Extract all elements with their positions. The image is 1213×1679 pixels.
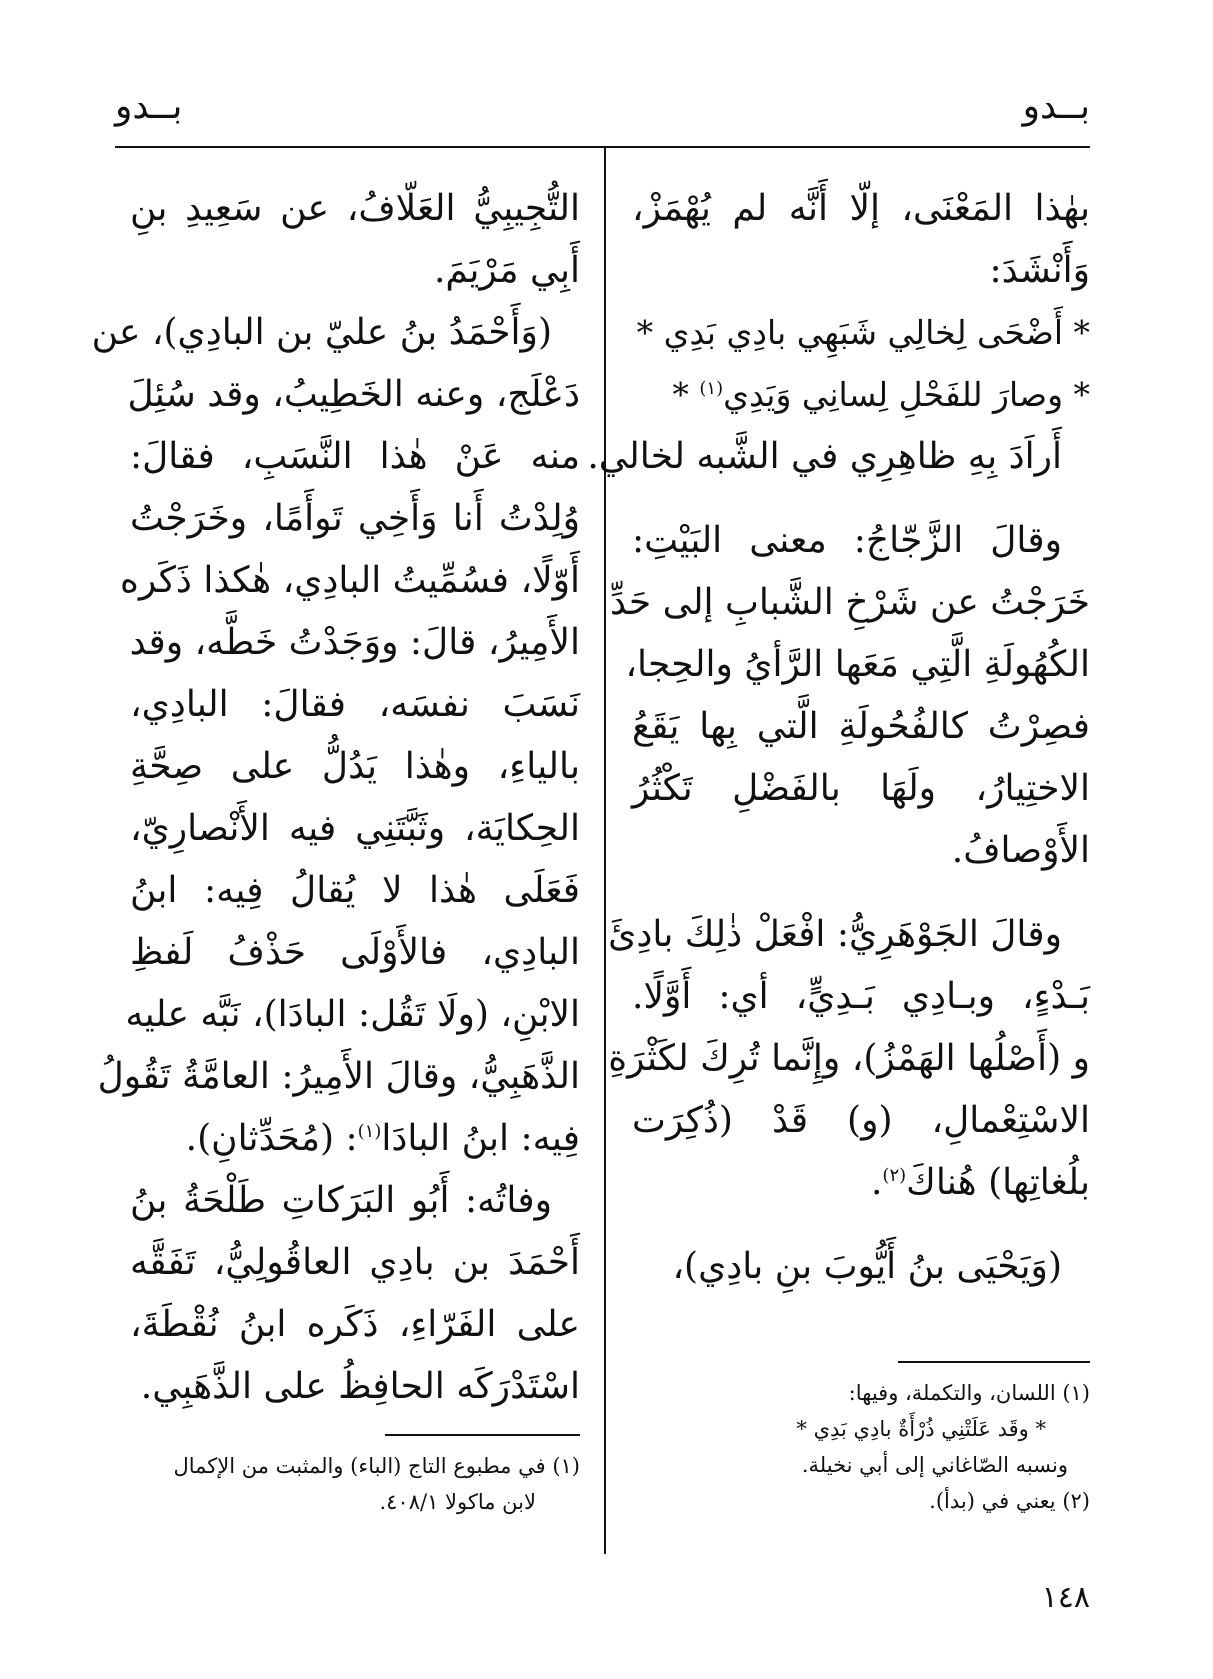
footnotes-right: [632, 1375, 1090, 1519]
text-line: نَسَبَ نفسَه، فقالَ: البادِي،: [130, 684, 580, 725]
running-header: [115, 82, 1090, 138]
text-line: (وَأَحْمَدُ بنُ عليّ بن البادِي)، عن: [91, 312, 552, 353]
right-column: [587, 178, 1090, 1298]
footnote-verse: * وقَد عَلَتْنِي ذُرْأَةٌ بادِي بَدِي *: [796, 1417, 1046, 1441]
footnote-marker: (١): [699, 378, 724, 399]
text-line: الذَّهَبِيُّ، وقالَ الأَمِيرُ: العامَّةُ تَقُولُ: [97, 1056, 580, 1097]
verse-text: * وصارَ للفَحْلِ لِسانِي وَيَدِي: [723, 375, 1090, 414]
text-line: التُّجِيبِيُّ العَلّافُ، عن سَعِيدِ بنِ: [130, 188, 580, 229]
text-line: بالياءِ، وهٰذا يَدُلُّ على صِحَّةِ: [130, 746, 580, 787]
footnote-line: لابن ماكولا ٤٠٨/١.: [379, 1490, 536, 1514]
verse-text: * أَضْحَى لِخالِي شَبَهِي بادِي بَدِي *: [636, 313, 1090, 352]
text-line: الاسْتِعْمالِ، (و) قَدْ (ذُكِرَت: [632, 1100, 1090, 1141]
text-line: و (أَصْلُها الهَمْزُ)، وإِنَّما تُرِكَ لكَثْرَةِ: [608, 1038, 1090, 1079]
text-line: [632, 1152, 1090, 1214]
text-line: وفاتُه: أَبُو البَرَكاتِ طَلْحَةُ بنُ: [130, 1180, 552, 1221]
footnote-marker: (٢): [882, 1165, 907, 1186]
footnote-line: (١) اللسان، والتكملة، وفيها:: [848, 1381, 1090, 1405]
header-word-left: بــدو: [115, 86, 183, 127]
text-line: الابْنِ، (ولَا تَقُل: البادَا)، نَبَّه عليه: [125, 994, 580, 1035]
text-line: على الفَرّاءِ، ذَكَره ابنُ نُقْطَةَ،: [130, 1304, 580, 1345]
footnote-rule: [898, 1361, 1090, 1363]
text-line: بَـدْءٍ، وبـادِي بَـدِيٍّ، أي: أَوَّلًا.: [632, 976, 1090, 1017]
text-line: الأَوْصافُ.: [951, 830, 1090, 871]
text-line: اسْتَدْرَكَه الحافِظُ على الذَّهَبِي.: [140, 1366, 580, 1407]
text-line: بهٰذا المَعْنَى، إلّا أَنَّه لم يُهْمَزْ،: [632, 188, 1090, 229]
text-line: فَعَلَى هٰذا لا يُقالُ فِيه: ابنُ: [130, 870, 580, 911]
footnote-line: (٢) يعني في (بدأ).: [929, 1489, 1090, 1513]
text-line: الأَمِيرُ، قالَ: ووَجَدْتُ خَطَّه، وقد: [129, 622, 580, 663]
text-line: البادِي، فالأَوْلَى حَذْفُ لَفظِ: [130, 932, 580, 973]
text-line: أَوّلًا، فسُمِّيتُ البادِي، هٰكذا ذَكَره: [120, 560, 580, 601]
header-word-right: بــدو: [1022, 86, 1090, 127]
verse-line: [632, 302, 1090, 364]
text-line: وُلِدْتُ أَنا وَأَخِي تَوأَمًا، وخَرَجْتُ: [130, 498, 580, 539]
text-line: أَبِي مَرْيَمَ.: [433, 250, 580, 291]
text-span: : (مُحَدِّثانِ).: [185, 1118, 358, 1159]
verse-tail: *: [672, 375, 700, 414]
text-line: الاختِيارُ، ولَهَا بالفَضْلِ تَكْثُرُ: [632, 768, 1090, 809]
left-column: [91, 178, 580, 1418]
text-line: خَرَجْتُ عن شَرْخِ الشَّبابِ إلى حَدِّ: [609, 582, 1090, 623]
verse-line: [632, 364, 1090, 426]
text-line: الحِكايَة، وثَبَّتَنِي فيه الأَنْصارِيّ،: [130, 808, 580, 849]
text-line: [130, 1108, 580, 1170]
text-line: أَحْمَدَ بن بادِي العاقُولِيُّ، تَفَقَّه: [130, 1242, 580, 1283]
text-line: دَعْلَج، وعنه الخَطِيبُ، وقد سُئِلَ: [127, 374, 580, 415]
text-line: وَأَنْشَدَ:: [989, 250, 1090, 291]
footnote-rule: [385, 1434, 580, 1436]
text-line: الكُهُولَةِ الَّتِي مَعَها الرَّأيُ والحِجا،: [625, 644, 1090, 685]
column-divider: [604, 146, 606, 1554]
text-line: (وَيَحْيَى بنُ أَيُّوبَ بنِ بادِي)،: [672, 1246, 1062, 1287]
text-span: بلُغاتِها) هُناكَ: [906, 1162, 1090, 1203]
header-rule: [115, 146, 1090, 148]
footnote-line: ونسبه الصّاغاني إلى أبي نخيلة.: [801, 1453, 1068, 1477]
footnotes-left: [130, 1448, 580, 1520]
text-span: فِيه: ابنُ البادَا: [381, 1118, 580, 1159]
text-line: وقالَ الجَوْهَرِيُّ: افْعَلْ ذٰلِكَ بادِئَ: [608, 914, 1062, 955]
text-line: أَراَدَ بِهِ ظاهِرِي في الشَّبه لخالي.: [587, 436, 1062, 477]
footnote-marker: (١): [357, 1121, 382, 1142]
footnote-line: (١) في مطبوع التاج (الباء) والمثبت من الإكمال: [173, 1454, 580, 1478]
page-number: ١٤٨: [1041, 1580, 1090, 1615]
text-line: وقالَ الزَّجّاجُ: معنى البَيْتِ:: [632, 520, 1062, 561]
text-line: فصِرْتُ كالفُحُولَةِ الَّتي بِها يَقَعُ: [632, 706, 1090, 747]
text-span: .: [870, 1162, 883, 1203]
text-line: منه عَنْ هٰذا النَّسَبِ، فقالَ:: [130, 436, 580, 477]
